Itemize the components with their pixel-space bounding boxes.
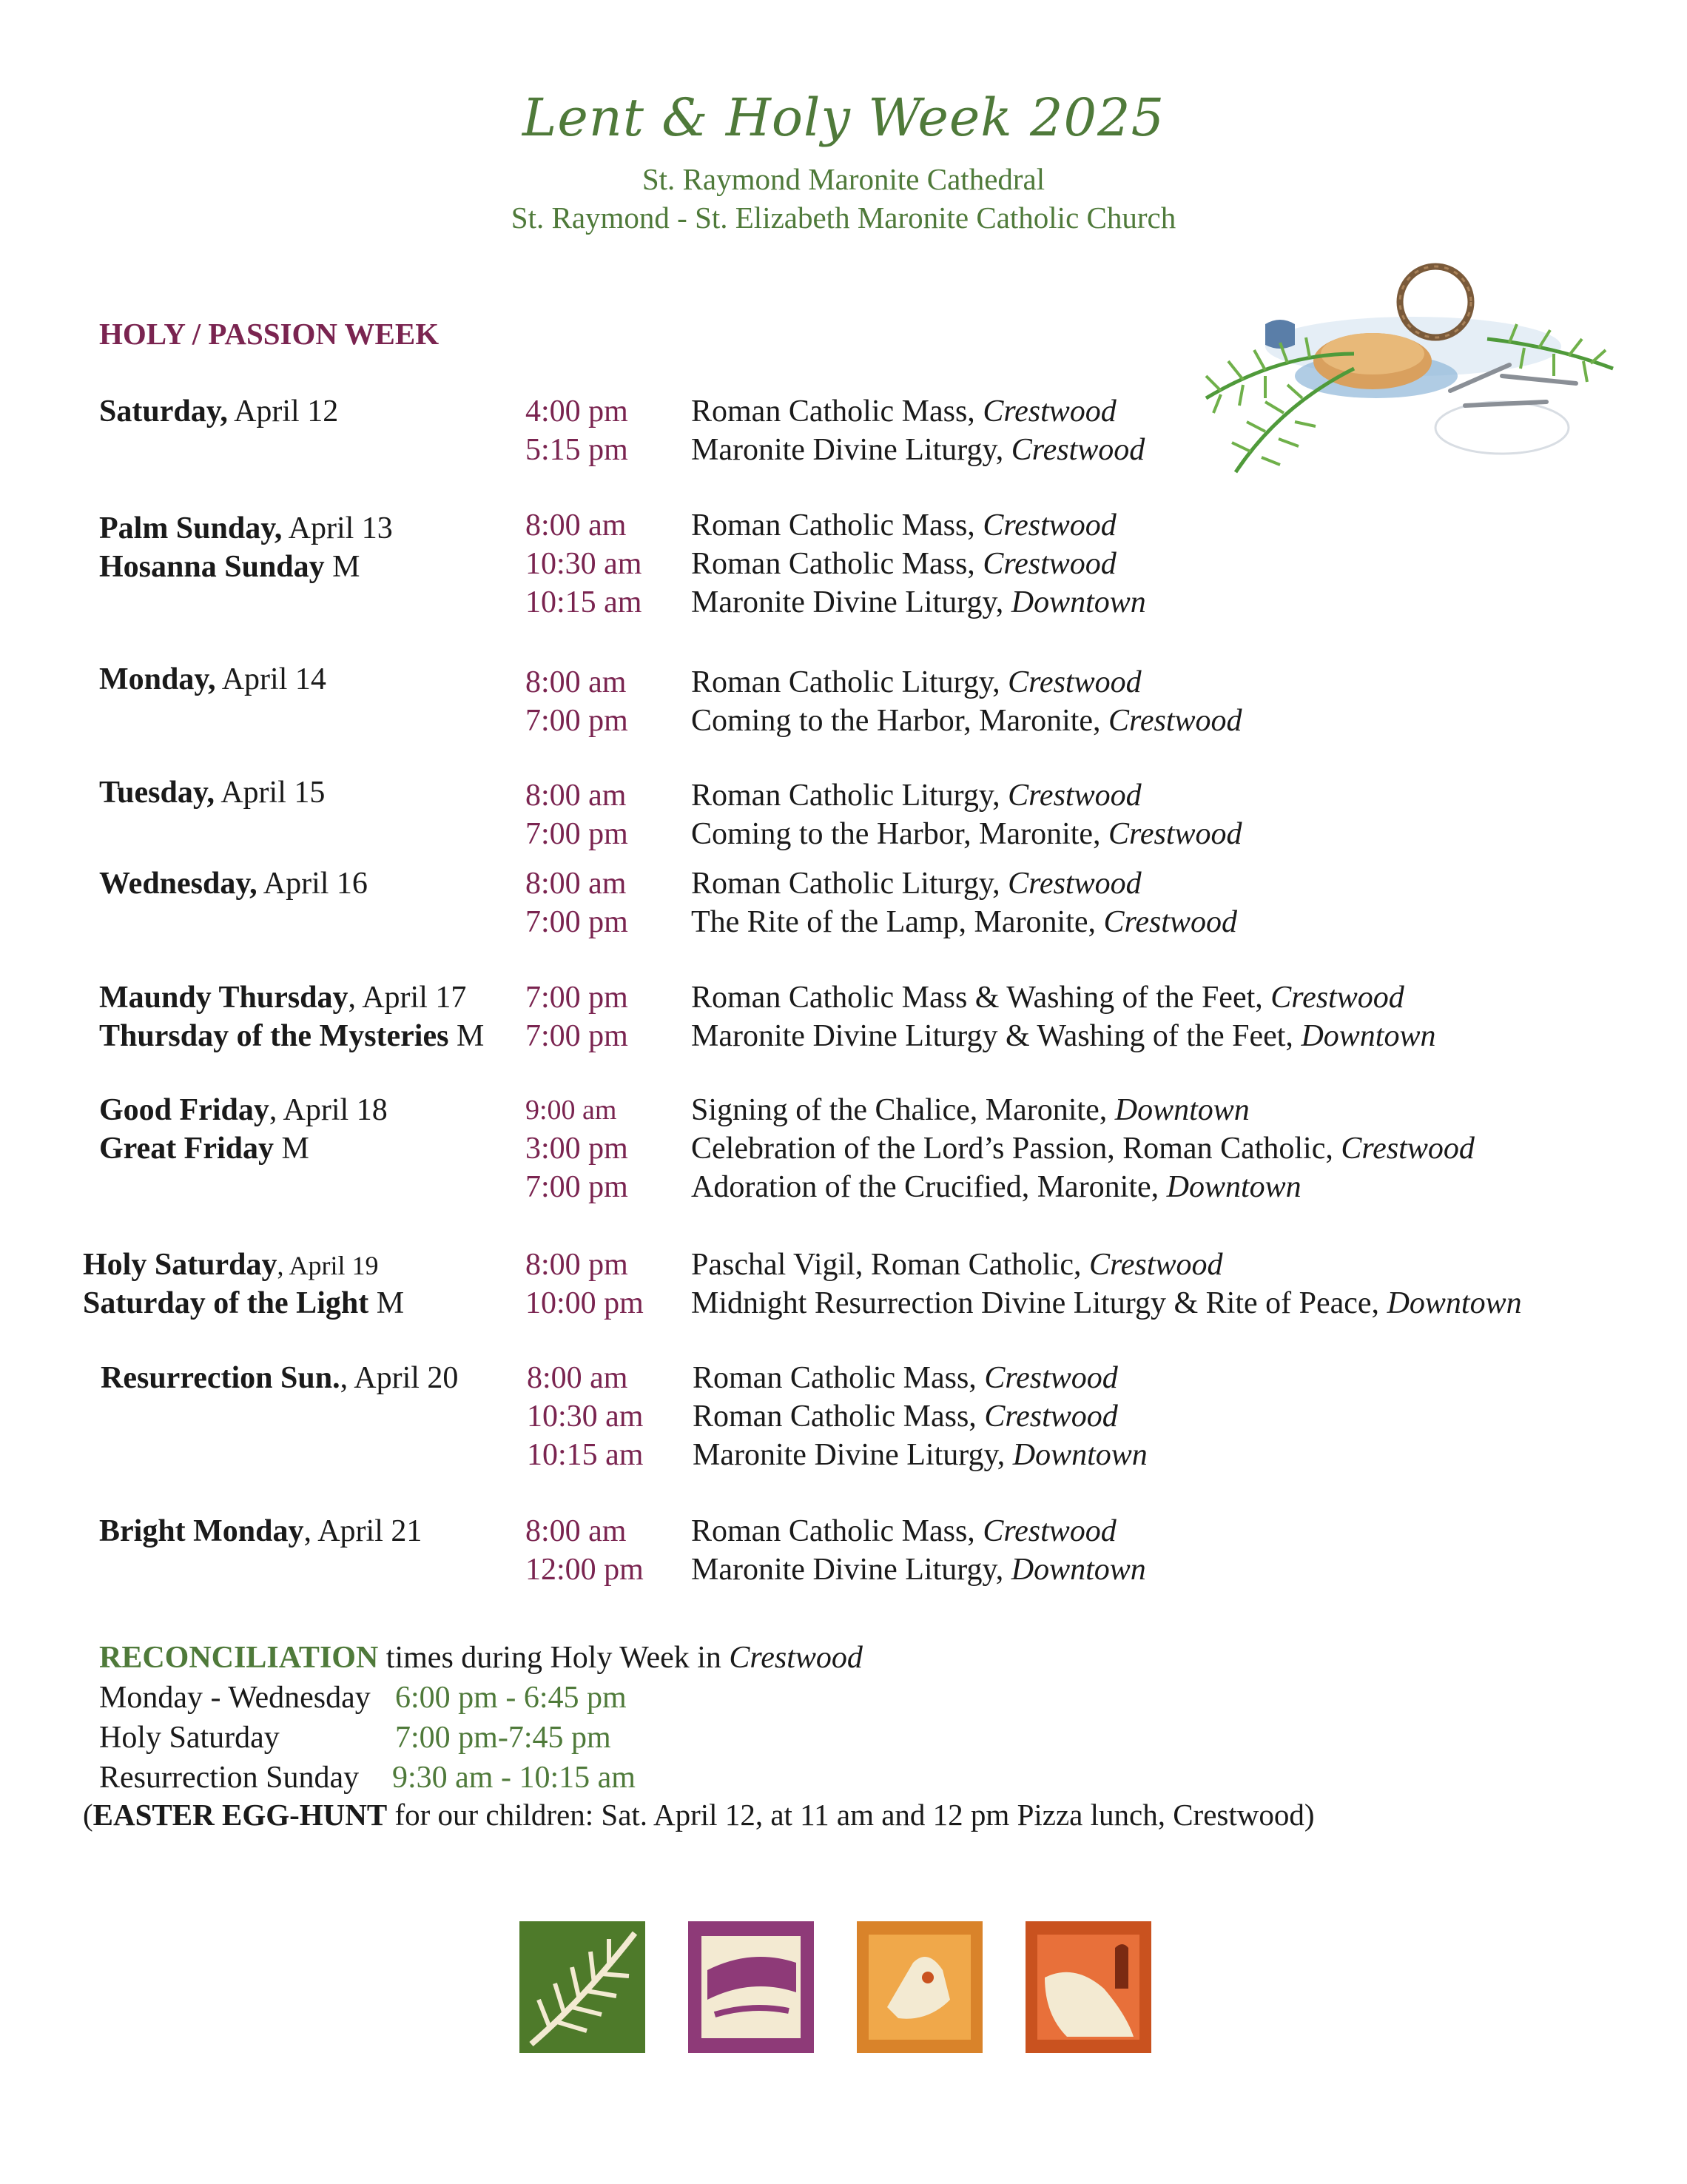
service-time: 9:00 am [525, 1095, 617, 1126]
service-desc: Signing of the Chalice, Maronite, Downtown [691, 1093, 1250, 1127]
service-time: 8:00 am [525, 665, 627, 699]
service-desc: Maronite Divine Liturgy & Washing of the Feet, Downtown [691, 1019, 1436, 1053]
feet-tile-icon [1023, 1918, 1154, 2056]
service-time: 10:30 am [525, 547, 642, 581]
service-time: 7:00 pm [525, 704, 628, 738]
service-desc: Roman Catholic Liturgy, Crestwood [691, 779, 1142, 813]
service-desc: Roman Catholic Mass, Crestwood [693, 1400, 1118, 1434]
day-label: Good Friday, April 18 [99, 1093, 388, 1127]
day-label: Maundy Thursday, April 17 [99, 981, 467, 1015]
reconciliation-heading: RECONCILIATION times during Holy Week in Crestwood [99, 1641, 863, 1675]
passion-illustration [1191, 258, 1635, 487]
day-sublabel: Thursday of the Mysteries M [99, 1019, 485, 1053]
day-sublabel: Great Friday M [99, 1132, 309, 1166]
service-time: 4:00 pm [525, 394, 628, 429]
service-time: 12:00 pm [525, 1553, 644, 1587]
service-desc: Celebration of the Lord’s Passion, Roman Catholic, Crestwood [691, 1132, 1475, 1166]
service-desc: Roman Catholic Mass, Crestwood [691, 394, 1117, 429]
service-desc: Roman Catholic Liturgy, Crestwood [691, 867, 1142, 901]
easter-egg-hunt-note: (EASTER EGG-HUNT for our children: Sat. April 12, at 11 am and 12 pm Pizza lunch, Crestwood) [83, 1798, 1315, 1832]
service-desc: Roman Catholic Mass & Washing of the Feet, Crestwood [691, 981, 1404, 1015]
service-time: 8:00 am [525, 867, 627, 901]
palm-leaf-tile-icon [516, 1918, 648, 2056]
day-label: Palm Sunday, April 13 [99, 511, 393, 545]
reconciliation-label: Resurrection Sunday [99, 1761, 360, 1795]
day-label: Saturday, April 12 [99, 394, 339, 429]
day-label: Bright Monday, April 21 [99, 1514, 422, 1548]
service-desc: Coming to the Harbor, Maronite, Crestwood [691, 817, 1242, 851]
service-desc: Roman Catholic Mass, Crestwood [693, 1361, 1118, 1395]
day-label: Monday, April 14 [99, 662, 326, 696]
reconciliation-label: Monday - Wednesday [99, 1681, 371, 1715]
service-desc: Paschal Vigil, Roman Catholic, Crestwood [691, 1248, 1223, 1282]
page-title: Lent & Holy Week 2025 [522, 87, 1165, 148]
section-heading: HOLY / PASSION WEEK [99, 317, 440, 351]
service-desc: Coming to the Harbor, Maronite, Crestwood [691, 704, 1242, 738]
service-desc: Maronite Divine Liturgy, Downtown [691, 585, 1146, 619]
reconciliation-time: 9:30 am - 10:15 am [392, 1761, 636, 1795]
service-desc: Maronite Divine Liturgy, Downtown [691, 1553, 1146, 1587]
hand-tile-icon [854, 1918, 986, 2056]
service-time: 10:00 pm [525, 1286, 644, 1320]
service-desc: Adoration of the Crucified, Maronite, Downtown [691, 1170, 1302, 1204]
service-time: 7:00 pm [525, 1170, 628, 1204]
service-time: 10:30 am [527, 1400, 644, 1434]
service-desc: Midnight Resurrection Divine Liturgy & Rite of Peace, Downtown [691, 1286, 1522, 1320]
cathedral-name: St. Raymond Maronite Cathedral [642, 162, 1045, 196]
service-desc: Roman Catholic Mass, Crestwood [691, 547, 1117, 581]
service-time: 3:00 pm [525, 1132, 628, 1166]
service-time: 7:00 pm [525, 1019, 628, 1053]
day-label: Holy Saturday, April 19 [83, 1248, 379, 1282]
day-sublabel: Hosanna Sunday M [99, 550, 360, 584]
reconciliation-time: 7:00 pm-7:45 pm [395, 1721, 611, 1755]
day-label: Tuesday, April 15 [99, 776, 326, 810]
reconciliation-label: Holy Saturday [99, 1721, 280, 1755]
service-desc: Maronite Divine Liturgy, Downtown [693, 1438, 1148, 1472]
service-time: 8:00 am [527, 1361, 628, 1395]
bread-tile-icon [685, 1918, 817, 2056]
reconciliation-time: 6:00 pm - 6:45 pm [395, 1681, 627, 1715]
service-time: 7:00 pm [525, 981, 628, 1015]
service-desc: The Rite of the Lamp, Maronite, Crestwood [691, 905, 1237, 939]
service-time: 8:00 am [525, 1514, 627, 1548]
day-label: Wednesday, April 16 [99, 867, 368, 901]
day-label: Resurrection Sun., April 20 [101, 1361, 459, 1395]
service-time: 10:15 am [525, 585, 642, 619]
service-desc: Roman Catholic Liturgy, Crestwood [691, 665, 1142, 699]
church-name: St. Raymond - St. Elizabeth Maronite Catholic Church [511, 201, 1176, 235]
service-time: 5:15 pm [525, 433, 628, 467]
service-time: 8:00 am [525, 779, 627, 813]
service-desc: Roman Catholic Mass, Crestwood [691, 1514, 1117, 1548]
service-time: 8:00 pm [525, 1248, 628, 1282]
service-time: 7:00 pm [525, 817, 628, 851]
service-time: 10:15 am [527, 1438, 644, 1472]
service-desc: Maronite Divine Liturgy, Crestwood [691, 433, 1145, 467]
day-sublabel: Saturday of the Light M [83, 1286, 405, 1320]
service-time: 8:00 am [525, 508, 627, 542]
service-time: 7:00 pm [525, 905, 628, 939]
service-desc: Roman Catholic Mass, Crestwood [691, 508, 1117, 542]
